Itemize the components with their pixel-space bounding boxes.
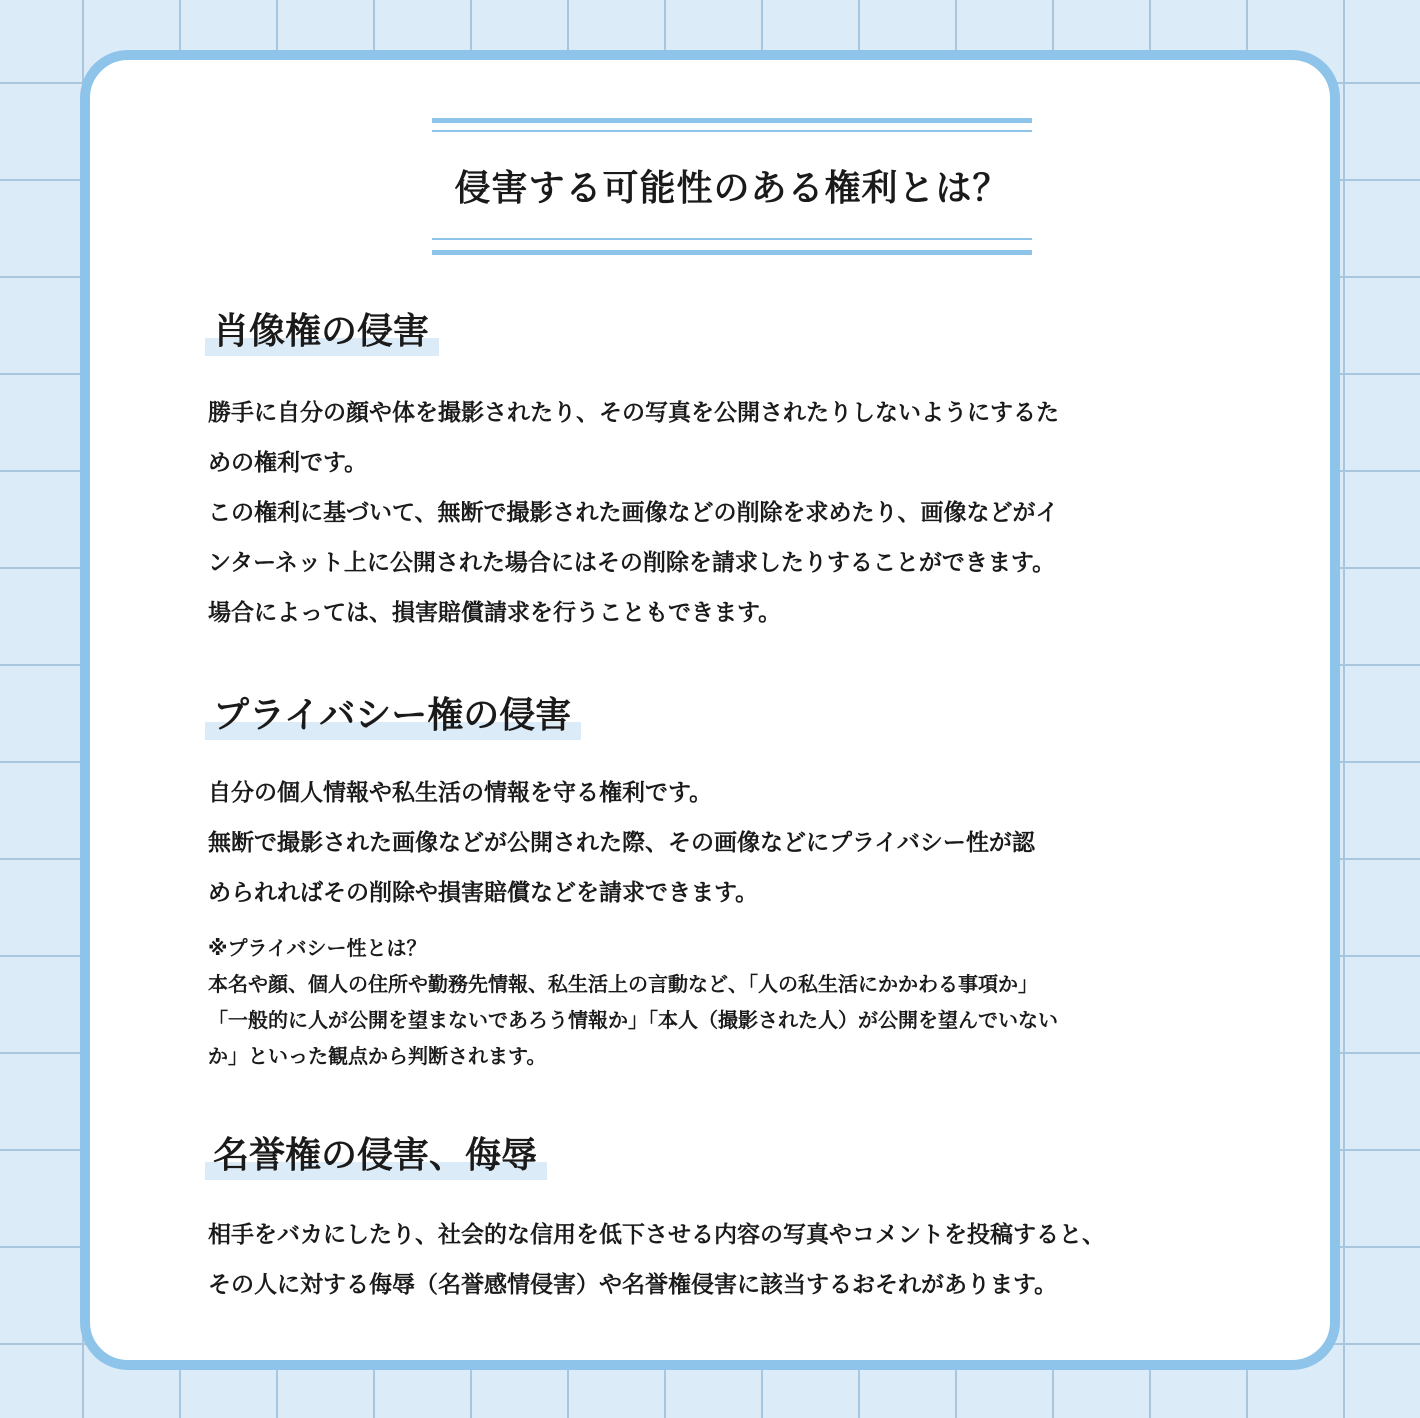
title-rule-top-thin	[432, 130, 1032, 132]
body-line: 自分の個人情報や私生活の情報を守る権利です。	[208, 780, 713, 806]
body-line: 勝手に自分の顔や体を撮影されたり、その写真を公開されたりしないようにするた	[208, 400, 1059, 426]
section-body-privacy-rights	[208, 768, 1228, 918]
section-body-portrait-rights	[208, 388, 1228, 638]
content-card	[80, 50, 1340, 1370]
page-title: 侵害する可能性のある権利とは？	[454, 168, 1010, 209]
body-line: この権利に基づいて、無断で撮影された画像などの削除を求めたり、画像などがイ	[208, 500, 1059, 526]
body-line: ンターネット上に公開された場合にはその削除を請求したりすることができます。	[208, 550, 1056, 576]
title-rule-bottom-thin	[432, 238, 1032, 240]
body-line: 無断で撮影された画像などが公開された際、その画像などにプライバシー性が認	[208, 830, 1035, 856]
section-heading-portrait-rights: 肖像権の侵害	[205, 308, 439, 356]
body-line: めの権利です。	[208, 450, 368, 476]
body-line: その人に対する侮辱（名誉感情侵害）や名誉権侵害に該当するおそれがあります。	[208, 1272, 1058, 1298]
section-heading-privacy-rights: プライバシー権の侵害	[205, 692, 581, 740]
body-line: 相手をバカにしたり、社会的な信用を低下させる内容の写真やコメントを投稿すると、	[208, 1222, 1105, 1248]
body-line: められればその削除や損害賠償などを請求できます。	[208, 880, 759, 906]
note-line: 「一般的に人が公開を望まないであろう情報か」「本人（撮影された人）が公開を望んでいない	[208, 1008, 1058, 1032]
section-body-defamation	[208, 1210, 1228, 1310]
section-heading-defamation: 名誉権の侵害、侮辱	[205, 1132, 547, 1180]
note-line: 本名や顔、個人の住所や勤務先情報、私生活上の言動など、「人の私生活にかかわる事項か」	[208, 972, 1038, 996]
title-block	[432, 118, 1032, 258]
note-line: ※プライバシー性とは？	[208, 936, 427, 960]
body-line: 場合によっては、損害賠償請求を行うこともできます。	[208, 600, 782, 626]
privacy-note	[208, 930, 1238, 1074]
title-rule-bottom-thick	[432, 250, 1032, 255]
title-rule-top-thick	[432, 118, 1032, 123]
note-line: か」といった観点から判断されます。	[208, 1044, 547, 1068]
